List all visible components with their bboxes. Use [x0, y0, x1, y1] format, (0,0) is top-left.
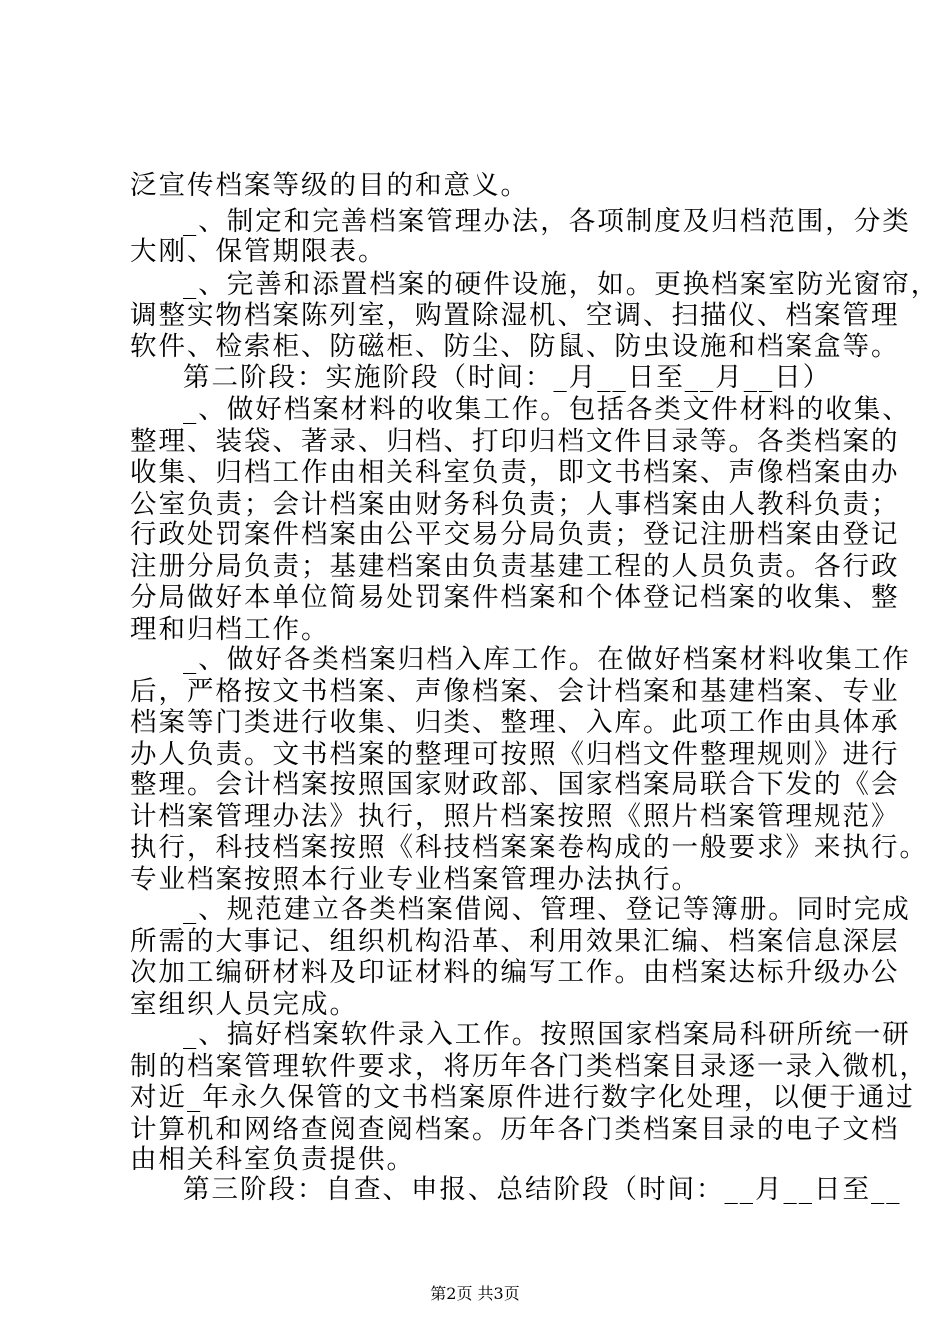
text-line: _、规范建立各类档案借阅、管理、登记等簿册。同时完成 [183, 894, 911, 925]
text-line: 办人负责。文书档案的整理可按照《归档文件整理规则》进行 [130, 739, 900, 770]
text-line: 计算机和网络查阅查阅档案。历年各门类档案目录的电子文档 [130, 1114, 900, 1145]
text-line: 由相关科室负责提供。 [130, 1144, 415, 1175]
text-line: 计档案管理办法》执行，照片档案按照《照片档案管理规范》 [130, 801, 900, 832]
text-line: 软件、检索柜、防磁柜、防尘、防鼠、防虫设施和档案盒等。 [130, 331, 900, 362]
text-line: 对近_年永久保管的文书档案原件进行数字化处理，以便于通过 [130, 1082, 915, 1113]
section-heading: 第二阶段：实施阶段（时间：_月__日至__月__日） [183, 362, 832, 393]
text-line: 次加工编研材料及印证材料的编写工作。由档案达标升级办公 [130, 957, 900, 988]
text-line: 分局做好本单位简易处罚案件档案和个体登记档案的收集、整 [130, 582, 900, 613]
text-line: 理和归档工作。 [130, 614, 330, 645]
text-line: 注册分局负责；基建档案由负责基建工程的人员负责。各行政 [130, 551, 900, 582]
text-line: 收集、归档工作由相关科室负责，即文书档案、声像档案由办 [130, 457, 900, 488]
text-line: _、搞好档案软件录入工作。按照国家档案局科研所统一研 [183, 1019, 911, 1050]
text-line: 所需的大事记、组织机构沿革、利用效果汇编、档案信息深层 [130, 926, 900, 957]
text-line: 室组织人员完成。 [130, 989, 358, 1020]
text-line: 执行，科技档案按照《科技档案案卷构成的一般要求》来执行。 [130, 832, 928, 863]
text-line: 调整实物档案陈列室，购置除湿机、空调、扫描仪、档案管理 [130, 300, 900, 331]
text-line: 整理。会计档案按照国家财政部、国家档案局联合下发的《会 [130, 769, 900, 800]
text-line: 专业档案按照本行业专业档案管理办法执行。 [130, 864, 700, 895]
text-line: 档案等门类进行收集、归类、整理、入库。此项工作由具体承 [130, 707, 900, 738]
text-line: 整理、装袋、著录、归档、打印归档文件目录等。各类档案的 [130, 426, 900, 457]
text-line: 大刚、保管期限表。 [130, 236, 387, 267]
text-line: _、做好各类档案归档入库工作。在做好档案材料收集工作 [183, 644, 911, 675]
text-line: 后，严格按文书档案、声像档案、会计档案和基建档案、专业 [130, 676, 900, 707]
text-line: 制的档案管理软件要求，将历年各门类档案目录逐一录入微机， [130, 1051, 928, 1082]
text-line: _、制定和完善档案管理办法，各项制度及归档范围，分类 [183, 206, 911, 237]
text-line: _、完善和添置档案的硬件设施，如。更换档案室防光窗帘， [183, 269, 940, 300]
text-line: 行政处罚案件档案由公平交易分局负责；登记注册档案由登记 [130, 519, 900, 550]
text-line: 泛宣传档案等级的目的和意义。 [130, 170, 529, 201]
page-number-footer: 第2页 共3页 [430, 1284, 520, 1303]
section-heading: 第三阶段：自查、申报、总结阶段（时间：__月__日至__ [183, 1174, 902, 1205]
text-line: _、做好档案材料的收集工作。包括各类文件材料的收集、 [183, 394, 911, 425]
text-line: 公室负责；会计档案由财务科负责；人事档案由人教科负责； [130, 489, 900, 520]
